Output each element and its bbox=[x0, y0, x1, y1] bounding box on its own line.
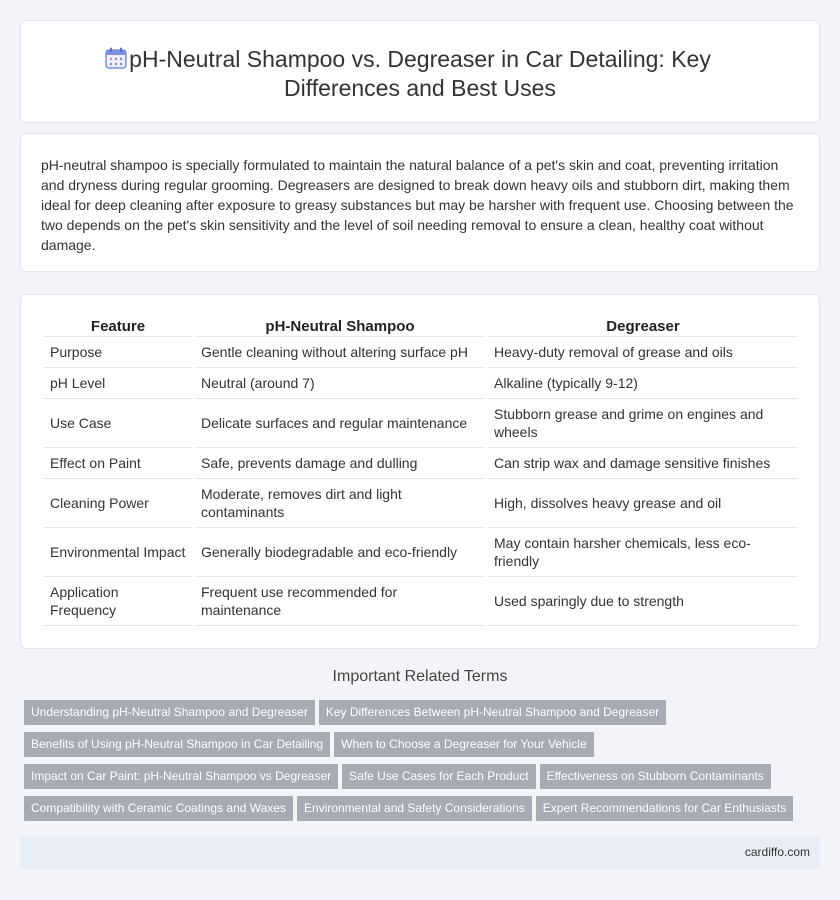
related-tag[interactable]: Compatibility with Ceramic Coatings and Waxes bbox=[24, 796, 293, 821]
table-cell: pH Level bbox=[44, 368, 192, 399]
related-tag[interactable]: Environmental and Safety Considerations bbox=[297, 796, 532, 821]
comparison-table bbox=[41, 315, 801, 626]
tag-row bbox=[24, 732, 814, 764]
table-row bbox=[44, 399, 798, 448]
header-card bbox=[20, 20, 820, 123]
related-tags bbox=[24, 700, 814, 828]
related-tag[interactable]: Safe Use Cases for Each Product bbox=[342, 764, 535, 789]
related-tag[interactable]: When to Choose a Degreaser for Your Vehicle bbox=[334, 732, 593, 757]
table-cell: Frequent use recommended for maintenance bbox=[195, 577, 485, 626]
tag-row bbox=[24, 764, 814, 796]
related-tag[interactable]: Understanding pH-Neutral Shampoo and Degreaser bbox=[24, 700, 315, 725]
table-cell: Gentle cleaning without altering surface pH bbox=[195, 337, 485, 368]
related-tag[interactable]: Benefits of Using pH-Neutral Shampoo in Car Detailing bbox=[24, 732, 330, 757]
table-cell: Cleaning Power bbox=[44, 479, 192, 528]
tag-row bbox=[24, 796, 814, 828]
table-cell: Stubborn grease and grime on engines and wheels bbox=[488, 399, 798, 448]
footer-site-link[interactable]: cardiffo.com bbox=[744, 845, 810, 859]
related-tag[interactable]: Expert Recommendations for Car Enthusiasts bbox=[536, 796, 793, 821]
table-cell: Alkaline (typically 9-12) bbox=[488, 368, 798, 399]
table-row bbox=[44, 577, 798, 626]
table-cell: Environmental Impact bbox=[44, 528, 192, 577]
table-cell: Generally biodegradable and eco-friendly bbox=[195, 528, 485, 577]
related-tag[interactable]: Effectiveness on Stubborn Contaminants bbox=[540, 764, 771, 789]
related-tag[interactable]: Key Differences Between pH-Neutral Shampoo and Degreaser bbox=[319, 700, 666, 725]
header-ph-neutral-shampoo: pH-Neutral Shampoo bbox=[195, 315, 485, 337]
table-cell: Used sparingly due to strength bbox=[488, 577, 798, 626]
table-cell: Effect on Paint bbox=[44, 448, 192, 479]
page-title: pH-Neutral Shampoo vs. Degreaser in Car Detailing: Key Differences and Best Uses bbox=[129, 46, 711, 101]
table-row bbox=[44, 368, 798, 399]
intro-paragraph: pH-neutral shampoo is specially formulated to maintain the natural balance of a pet's skin and coat, preventing irritation and dryness during regular grooming. Degreasers are designed to break down heavy oils and stubborn dirt, making them ideal for deep cleaning after exposure to greasy substances but may be harsher with frequent use. Choosing between the two depends on the pet's skin sensitivity and the level of soil needing removal to ensure a clean, healthy coat without damage. bbox=[41, 157, 794, 253]
related-terms-section bbox=[20, 668, 820, 686]
table-cell: Heavy-duty removal of grease and oils bbox=[488, 337, 798, 368]
table-cell: May contain harsher chemicals, less eco-friendly bbox=[488, 528, 798, 577]
intro-card bbox=[20, 133, 820, 272]
table-cell: Use Case bbox=[44, 399, 192, 448]
table-cell: Safe, prevents damage and dulling bbox=[195, 448, 485, 479]
table-row bbox=[44, 337, 798, 368]
related-terms-title: Important Related Terms bbox=[332, 668, 508, 685]
header-degreaser: Degreaser bbox=[488, 315, 798, 337]
table-row bbox=[44, 528, 798, 577]
table-cell: Purpose bbox=[44, 337, 192, 368]
table-cell: Delicate surfaces and regular maintenance bbox=[195, 399, 485, 448]
table-cell: Neutral (around 7) bbox=[195, 368, 485, 399]
related-tag[interactable]: Impact on Car Paint: pH-Neutral Shampoo vs Degreaser bbox=[24, 764, 338, 789]
table-header-row bbox=[44, 315, 798, 337]
comparison-table-card bbox=[20, 294, 820, 649]
tag-row bbox=[24, 700, 814, 732]
table-row bbox=[44, 479, 798, 528]
header-feature: Feature bbox=[44, 315, 192, 337]
table-cell: Application Frequency bbox=[44, 577, 192, 626]
table-cell: Can strip wax and damage sensitive finishes bbox=[488, 448, 798, 479]
table-cell: Moderate, removes dirt and light contaminants bbox=[195, 479, 485, 528]
table-row bbox=[44, 448, 798, 479]
footer bbox=[20, 836, 820, 869]
table-cell: High, dissolves heavy grease and oil bbox=[488, 479, 798, 528]
